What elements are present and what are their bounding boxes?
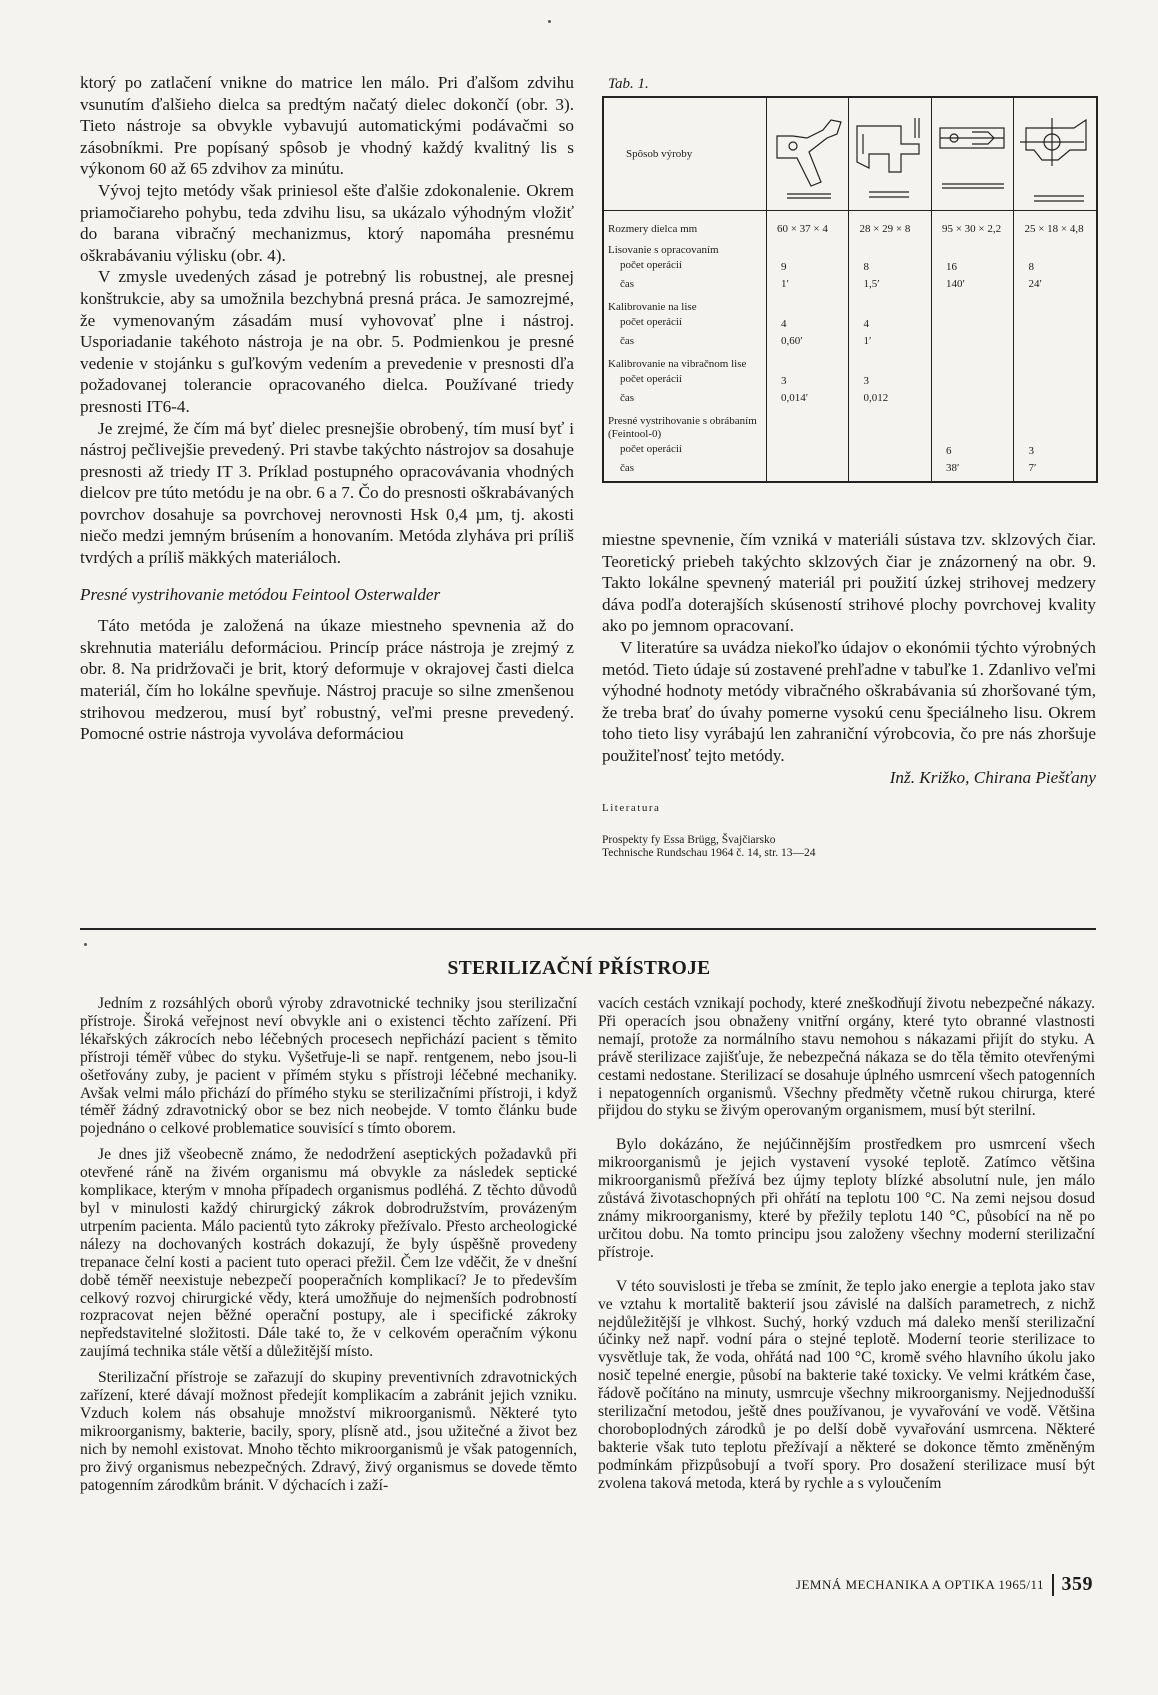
article1-left-column (80, 72, 574, 745)
table-cell (1014, 242, 1097, 259)
row-label: Rozmery dielca mm (603, 211, 766, 243)
row-label: Presné vystrihovanie s obrábaním (Feintool-0) (603, 407, 766, 443)
table-cell (931, 333, 1014, 350)
row-label: počet operácií (603, 316, 766, 333)
paragraph: Bylo dokázáno, že nejúčinnějším prostředkem pro usmrcení všech mikroorganismů je jejich vystavení vysoké teplotě. Zatímco většina mikroorganismů přežívá bez újmy teploty blízké absolutní nule, jen málo zůstává životaschopných při ohřátí na teplotu 100 °C. Na zemi nejsou dosud známy mikroorganismy, které by přežily teplotu 140 °C, působící na ně po určitou dobu. Na tomto principu jsou založeny všechny moderní sterilizační přístroje. (598, 1136, 1095, 1261)
hook-part-drawing (767, 98, 847, 206)
page-footer (796, 1573, 1093, 1596)
part-drawing-3 (931, 97, 1014, 211)
table-cell: 95 × 30 × 2,2 (931, 211, 1014, 243)
paragraph: vacích cestách vznikají pochody, které zneškodňují životu nebezpečné nákazy. Při operacích jsou obnaženy vnitřní orgány, které tyto obranné vlastnosti nemají, protože za normálního stavu nemohou s nákazami přijít do styku. A právě sterilizace zajišťuje, že nebezpečná nákaza se do těla těmito otevřenými cestami nedostane. Sterilizací se dosahuje úplného usmrcení všech patogenních i nepatogenních organismů. Všechny předměty včetně rukou chirurga, které přijdou do styku se živým operovaným organismem, musí být sterilní. (598, 995, 1095, 1120)
literature-list (602, 834, 1096, 861)
table-cell (849, 443, 932, 460)
author-signature: Inž. Križko, Chirana Piešťany (889, 767, 1096, 787)
lever-part-drawing (1014, 98, 1094, 206)
table-cell: 60 × 37 × 4 (766, 211, 849, 243)
paragraph: Vývoj tejto metódy však priniesol ešte ďalšie zdokonalenie. Okrem priamočiareho pohybu, teda zdvihu lisu, sa ukázalo výhodným vložiť do barana vibračný mechanizmus, ktorý napomáha presnému oškrabávaniu výlisku (obr. 4). (80, 180, 574, 265)
table-header-row (603, 97, 1097, 211)
paragraph: Sterilizační přístroje se zařazují do skupiny preventivních zdravotnických zařízení, které dávají možnost předejít komplikacím a zabránit jejich vzniku. Vzduch kolem nás obsahuje množství mikroorganismů. Některé tyto mikroorganismy, bakterie, bacily, spory, plísně atd., jsou užitečné a život bez nich by nemohl existovat. Mnoho těchto mikroorganismů je však patogenních, pro živý organismus nebezpečných. Zdravý, živý organismus se dovede těmto patogenním zárodkům bránit. V dýchacích i zaží- (80, 1369, 577, 1494)
row-label: čas (603, 276, 766, 293)
table-cell (849, 460, 932, 482)
literature-item: Technische Rundschau 1964 č. 14, str. 13—24 (602, 847, 816, 860)
table-row (603, 443, 1097, 460)
table-cell (1014, 407, 1097, 443)
table-cell: 4 (849, 316, 932, 333)
article2-left-column (80, 995, 577, 1502)
table-row (603, 460, 1097, 482)
table-row (603, 373, 1097, 390)
row-label: Lisovanie s opracovaním (603, 242, 766, 259)
table-cell: 0,012 (849, 390, 932, 407)
table-cell (766, 407, 849, 443)
table-cell (766, 460, 849, 482)
print-speck (84, 943, 87, 946)
table-cell (1014, 350, 1097, 373)
table-cell (931, 373, 1014, 390)
paragraph: miestne spevnenie, čím vzniká v materiáli sústava tzv. sklzových čiar. Teoretický priebeh takýchto sklzových čiar je znázornený na obr. 9. Takto lokálne spevnený materiál pri použití úzkej strihovej medzery dáva podľa doterajších skúseností strihové plochy povrchovej kvality ako po jemnom opracovaní. (602, 530, 1096, 636)
paragraph: V zmysle uvedených zásad je potrebný lis robustnej, ale presnej konštrukcie, aby sa umožnila bezchybná presná práca. Je samozrejmé, že vymenovaným zásadám musí vyhovovať plne i nástroj. Usporiadanie takéhoto nástroja je na obr. 5. Podmienkou je presné vedenie v stojánku s guľkovým vedením a prevedenie v presnosti dľa požadovanej tolerancie opracovaného dielca. Používané triedy presnosti IT6-4. (80, 267, 574, 416)
row-label: čas (603, 460, 766, 482)
paragraph: V literatúre sa uvádza niekoľko údajov o ekonómii týchto výrobných metód. Tieto údaje sú zostavené prehľadne v tabuľke 1. Zdanlivo veľmi výhodné hodnoty metódy vibračného oškrabávania sú zhoršované tým, že treba brať do úvahy pomerne vysokú cenu špeciálneho lisu. Okrem toho tieto lisy vyrábajú len zahraniční výrobcovia, čo pre nás zhoršuje použiteľnosť tejto metódy. (602, 637, 1096, 765)
table-row (603, 350, 1097, 373)
part-drawing-1 (766, 97, 849, 211)
row-label: čas (603, 390, 766, 407)
table-cell (1014, 373, 1097, 390)
row-label: počet operácií (603, 443, 766, 460)
table-cell (766, 350, 849, 373)
paragraph: Jedním z rozsáhlých oborů výroby zdravotnické techniky jsou sterilizační přístroje. Široká veřejnost neví obvykle ani o existenci těchto zařízení. Při lékařských zákrocích nebo léčebných procesech nepřichází pacient s těmito přístroji téměř vůbec do styku. Vyšetřuje-li se např. rentgenem, nebo jsou-li ošetřovány zuby, je pacient v přímém styku s přístroji léčebné mechaniky. Avšak velmi málo přichází do přímého styku se sterilizačními přístroji, i když téměř žádný zdravotnický obor se bez nich neobejde. V tomto článku bude pojednáno o celkové problematice souvisící s tímto oborem. (80, 995, 577, 1138)
table-row (603, 293, 1097, 316)
table-row (603, 211, 1097, 243)
table-cell (931, 407, 1014, 443)
section-subheading: Presné vystrihovanie metódou Feintool Osterwalder (80, 584, 441, 604)
literature-heading: Literatura (602, 802, 661, 815)
table-cell (849, 407, 932, 443)
table-cell: 24′ (1014, 276, 1097, 293)
article2-title: STERILIZAČNÍ PŘÍSTROJE (447, 958, 711, 979)
table-caption: Tab. 1. (608, 76, 649, 92)
table-cell: 8 (1014, 259, 1097, 276)
paragraph: Táto metóda je založená na úkaze miestneho spevnenia až do skrehnutia materiálu deformáciou. Princíp práce nástroja je zrejmý z obr. 8. Na pridržovači je brit, ktorý deformuje v okrajovej časti dielca materiál, čím ho lokálne spevňuje. Nástroj pracuje so silne zmenšenou strihovou medzerou, musí byť robustný, veľmi presne prevedený. Pomocné ostrie nástroja vyvoláva deformáciou (80, 616, 574, 744)
paragraph: V této souvislosti je třeba se zmínit, že teplo jako energie a teplota jako stav ve vztahu k mortalitě bakterií jsou závislé na dalších parametrech, z nichž nejdůležitější je vlhkost. Suchý, horký vzduch má daleko menší sterilizační účinky než např. vodní pára o stejné teplotě. Moderní teorie sterilizace to vysvětluje tak, že voda, ohřátá nad 100 °C, kromě svého hlavního úkolu jako nosič tepelné energie, působí na bakterie také toxicky. Ve velmi krátkém čase, řádově počítáno na minuty, usmrcuje všechny mikroorganismy. Nejjednodušší sterilizační metodou, ještě dnes používanou, je vyvařování ve vodě. Většina choroboplodných zárodků je po delší době vyvařování usmrcena. Některé bakterie však tuto teplotu přežívají a některé se dokonce těmto změněným podmínkám přizpůsobují a tvoří spory. Pro dosažení sterilizace musí být zvolena taková metoda, která by rychle a s vyloučením (598, 1277, 1095, 1492)
part-drawing-4 (1014, 97, 1097, 211)
table-cell (766, 293, 849, 316)
table-cell (931, 390, 1014, 407)
table-cell: 4 (766, 316, 849, 333)
print-speck (548, 20, 551, 23)
table-cell (931, 293, 1014, 316)
table-cell: 9 (766, 259, 849, 276)
table-cell: 3 (849, 373, 932, 390)
table-cell: 16 (931, 259, 1014, 276)
paragraph: Je zrejmé, že čím má byť dielec presnejšie obrobený, tím musí byť i nástroj pečlivejšie prevedený. Pri stavbe takýchto nástrojov sa dosahuje presnosti až triedy IT 3. Príklad postupného opracovávania vhodných dielcov pre túto metódu je na obr. 6 a 7. Čo do presnosti oškrabávaných povrchov dosahuje sa povrchovej nerovnosti Hsk 0,4 µm, tj. akosti niečo medzi jemným brúsením a honovaním. Metóda zlyháva pri príliš tvrdých a príliš mäkkých materiáloch. (80, 418, 574, 568)
table-cell: 25 × 18 × 4,8 (1014, 211, 1097, 243)
table-cell: 1,5′ (849, 276, 932, 293)
table-cell (849, 242, 932, 259)
table-cell: 7′ (1014, 460, 1097, 482)
table-row (603, 316, 1097, 333)
table-cell: 6 (931, 443, 1014, 460)
table-row (603, 242, 1097, 259)
plate-part-drawing (932, 98, 1012, 206)
table-row (603, 259, 1097, 276)
table-cell: 0,60′ (766, 333, 849, 350)
table-cell: 8 (849, 259, 932, 276)
page-number: 359 (1061, 1573, 1093, 1595)
table-cell: 140′ (931, 276, 1014, 293)
table-cell: 1′ (849, 333, 932, 350)
table-cell: 0,014′ (766, 390, 849, 407)
table-row (603, 276, 1097, 293)
table-cell (931, 350, 1014, 373)
table-cell (1014, 390, 1097, 407)
table-cell (849, 293, 932, 316)
paragraph: ktorý po zatlačení vnikne do matrice len málo. Pri ďalšom zdvihu vsunutím ďalšieho dielca sa predtým načatý dielec dokončí (obr. 3). Tieto nástroje sa obvykle vybavujú automatickými podávačmi so zásobníkmi. Pre popísaný spôsob je vhodný každý kvalitný lis s výkonom 60 až 65 zdvihov za minútu. (80, 73, 574, 179)
article1-right-column (602, 529, 1096, 861)
table-cell (1014, 316, 1097, 333)
table-header-label: Spôsob výroby (603, 97, 766, 211)
table-cell (931, 316, 1014, 333)
table-cell (931, 242, 1014, 259)
section-divider (80, 928, 1096, 930)
table-cell: 3 (766, 373, 849, 390)
row-label: čas (603, 333, 766, 350)
table-cell: 38′ (931, 460, 1014, 482)
row-label: Kalibrovanie na lise (603, 293, 766, 316)
row-label: počet operácií (603, 373, 766, 390)
table-cell: 3 (1014, 443, 1097, 460)
row-label: Kalibrovanie na vibračnom lise (603, 350, 766, 373)
table-row (603, 390, 1097, 407)
article2-right-column (598, 995, 1095, 1509)
part-drawing-2 (849, 97, 932, 211)
table-cell (766, 242, 849, 259)
table-cell (766, 443, 849, 460)
table-row (603, 333, 1097, 350)
journal-name: JEMNÁ MECHANIKA A OPTIKA 1965/11 (795, 1576, 1044, 1592)
table-cell: 1′ (766, 276, 849, 293)
table-cell (849, 350, 932, 373)
row-label: počet operácií (603, 259, 766, 276)
table-row (603, 407, 1097, 443)
literature-item: Prospekty fy Essa Brügg, Švajčiarsko (602, 833, 776, 846)
bracket-part-drawing (849, 98, 929, 206)
table-cell (1014, 293, 1097, 316)
table-cell (1014, 333, 1097, 350)
paragraph: Je dnes již všeobecně známo, že nedodržení aseptických požadavků při otevřené ráně na živém organismu má obvykle za následek septické komplikace, kterým v mnoha případech organismus podléhá. Z těchto důvodů byl v minulosti každý chirurgický zákrok dobrodružstvím, provázeným utrpením pacienta. Málo pacientů tyto zákroky přežívalo. Přesto archeologické nálezy na dochovaných kostrách dokazují, že byly úspěšně provedeny trepanace čelní kosti a pacient tuto operaci přežil. Čem lze vděčit, že v dnešní době téměř neexistuje nebezpečí pooperačních komplikací? Je to především celkový rozvoj chirurgické vědy, která umožňuje do nejmenších podrobností rozpracovat nejen běžné operační postupy, ale i specifické zákroky nepředstavitelné složitosti. Dále také to, že v celkovém operačním výkonu zaujímá technika stále větší a důležitější místo. (80, 1146, 577, 1361)
footer-separator (1052, 1574, 1054, 1596)
production-methods-table (602, 96, 1098, 483)
table-cell: 28 × 29 × 8 (849, 211, 932, 243)
